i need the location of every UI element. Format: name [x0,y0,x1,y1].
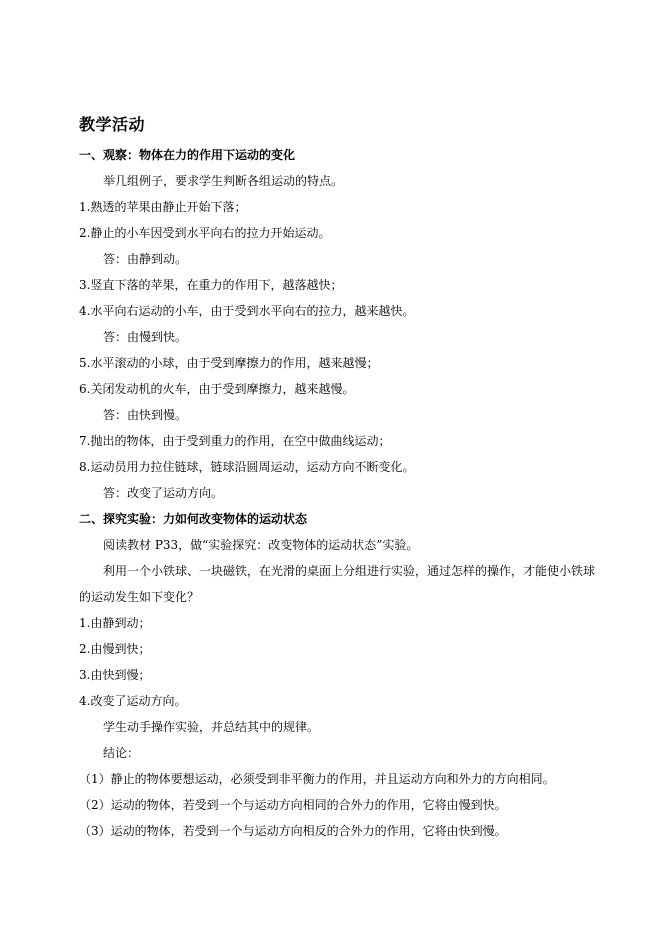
list-item: 3.由快到慢； [79,668,151,682]
task-text: 利用一个小铁球、一块磁铁，在光滑的桌面上分组进行实验，通过怎样的操作，才能使小铁球的运动发生如下变化？ [79,564,596,604]
summary-line: 学生动手操作实验，并总结其中的规律。 [103,720,320,734]
conclusion-item: （3）运动的物体，若受到一个与运动方向相反的合外力的作用，它将由快到慢。 [79,824,507,838]
list-item: 1.由静到动； [79,616,151,630]
list-item: 2.静止的小车因受到水平向右的拉力开始运动。 [79,226,331,240]
conclusion-label: 结论： [103,746,140,760]
conclusion-item: （1）静止的物体要想运动，必须受到非平衡力的作用，并且运动方向和外力的方向相同。 [79,772,555,786]
document-title: 教学活动 [79,115,146,134]
section-heading-observation: 一、观察：物体在力的作用下运动的变化 [79,148,296,162]
list-item: 5.水平滚动的小球，由于受到摩擦力的作用，越来越慢； [79,356,379,370]
list-item: 4.水平向右运动的小车，由于受到水平向右的拉力，越来越快。 [79,304,415,318]
list-item: 6.关闭发动机的火车，由于受到摩擦力，越来越慢。 [79,382,355,396]
answer-line: 答：由快到慢。 [103,408,188,422]
answer-line: 答：由静到动。 [103,252,188,266]
answer-line: 答：改变了运动方向。 [103,486,224,500]
list-item: 2.由慢到快； [79,642,151,656]
list-item: 7.抛出的物体，由于受到重力的作用，在空中做曲线运动； [79,434,391,448]
list-item: 4.改变了运动方向。 [79,694,187,708]
list-item: 3.竖直下落的苹果，在重力的作用下，越落越快； [79,278,343,292]
reading-instruction: 阅读教材 P33，做“实验探究：改变物体的运动状态”实验。 [103,538,419,552]
list-item: 1.熟透的苹果由静止开始下落； [79,200,247,214]
section-intro: 举几组例子，要求学生判断各组运动的特点。 [103,174,344,188]
conclusion-item: （2）运动的物体，若受到一个与运动方向相同的合外力的作用，它将由慢到快。 [79,798,507,812]
task-paragraph [79,558,599,610]
answer-line: 答：由慢到快。 [103,330,188,344]
section-heading-experiment: 二、探究实验：力如何改变物体的运动状态 [79,512,308,526]
document-page [79,112,599,844]
list-item: 8.运动员用力拉住链球，链球沿圆周运动，运动方向不断变化。 [79,460,415,474]
